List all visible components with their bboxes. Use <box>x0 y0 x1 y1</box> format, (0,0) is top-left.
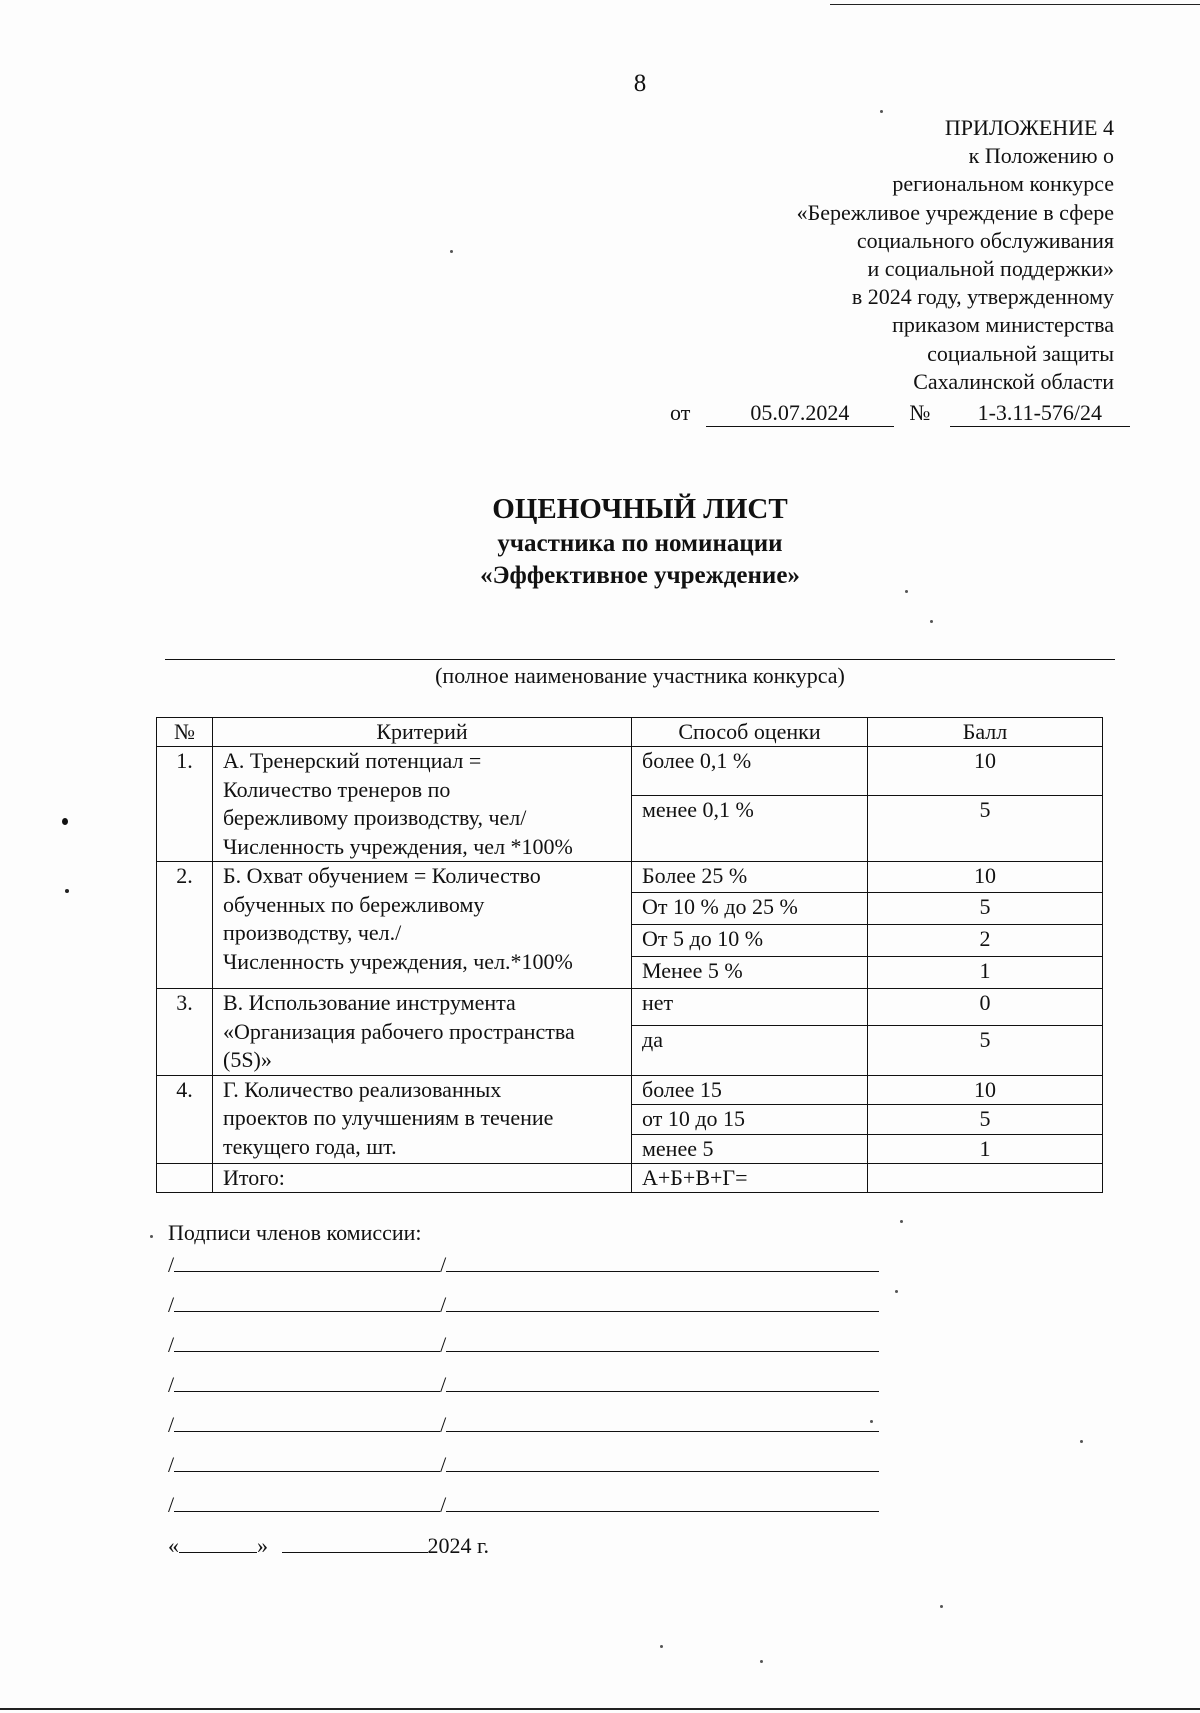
title-main: ОЦЕНОЧНЫЙ ЛИСТ <box>492 493 788 525</box>
scan-speck <box>895 1290 898 1293</box>
signatures-label: Подписи членов комиссии: <box>168 1220 422 1245</box>
header-criterion: Критерий <box>213 718 632 747</box>
order-number: 1-3.11-576/24 <box>950 400 1130 427</box>
table-row <box>157 747 1103 796</box>
criterion-line: Количество тренеров по <box>223 776 451 802</box>
slash: / <box>440 1452 447 1477</box>
row-number: 4. <box>157 1075 213 1163</box>
scan-edge-bottom <box>0 1708 1200 1710</box>
signing-date <box>168 1532 489 1559</box>
score-cell: 1 <box>868 1134 1103 1163</box>
scan-speck <box>450 250 453 253</box>
criterion-line: «Организация рабочего пространства <box>223 1018 575 1044</box>
scan-speck <box>905 590 908 593</box>
slash: / <box>440 1292 447 1317</box>
name-field[interactable] <box>446 1291 879 1312</box>
score-cell: 5 <box>868 1025 1103 1075</box>
slash: / <box>168 1372 175 1397</box>
scan-speck <box>62 818 68 825</box>
appendix-line: ПРИЛОЖЕНИЕ 4 <box>944 115 1114 140</box>
score-cell: 1 <box>868 957 1103 989</box>
header-score: Балл <box>868 718 1103 747</box>
signature-line[interactable] <box>168 1331 879 1359</box>
method-cell: менее 0,1 % <box>632 796 868 862</box>
score-cell: 10 <box>868 747 1103 796</box>
name-field[interactable] <box>446 1251 879 1272</box>
criterion-line: производству, чел./ <box>223 920 402 945</box>
criterion-cell <box>213 1075 632 1163</box>
appendix-line: к Положению о <box>968 143 1114 169</box>
appendix-line: «Бережливое учреждение в сфере <box>796 199 1114 225</box>
signature-line[interactable] <box>168 1371 879 1399</box>
title-subtitle: участника по номинации <box>497 530 783 557</box>
score-cell: 5 <box>868 796 1103 862</box>
method-cell: менее 5 <box>632 1134 868 1163</box>
scan-speck <box>65 889 69 893</box>
signature-line[interactable] <box>168 1491 879 1519</box>
scan-speck <box>880 110 883 113</box>
signature-field[interactable] <box>174 1411 440 1432</box>
scan-speck <box>900 1220 903 1223</box>
scan-speck <box>150 1235 153 1238</box>
table-row <box>157 989 1103 1026</box>
signature-line[interactable] <box>168 1411 879 1439</box>
signature-field[interactable] <box>174 1251 440 1272</box>
appendix-line: социального обслуживания <box>856 227 1114 253</box>
score-cell: 0 <box>868 989 1103 1026</box>
signature-field[interactable] <box>174 1291 440 1312</box>
year-label: 2024 г. <box>427 1533 490 1558</box>
appendix-header <box>797 114 1114 396</box>
criterion-line: Б. Охват обучением = Количество <box>223 863 541 888</box>
slash: / <box>168 1332 175 1357</box>
criterion-line: А. Тренерский потенциал = <box>223 748 482 773</box>
scan-speck <box>930 620 933 623</box>
criterion-line: проектов по улучшениям в течение <box>223 1105 554 1130</box>
name-field[interactable] <box>446 1371 879 1392</box>
total-formula: А+Б+В+Г= <box>632 1163 868 1192</box>
participant-caption: (полное наименование участника конкурса) <box>435 663 845 688</box>
close-quote: » <box>257 1533 268 1558</box>
signature-field[interactable] <box>174 1451 440 1472</box>
slash: / <box>440 1372 447 1397</box>
signature-field[interactable] <box>174 1331 440 1352</box>
participant-name-line <box>165 659 1115 660</box>
appendix-line: и социальной поддержки» <box>867 256 1114 282</box>
row-number: 1. <box>157 747 213 862</box>
score-cell: 5 <box>868 1104 1103 1134</box>
order-reference <box>670 400 1130 427</box>
signature-field[interactable] <box>174 1371 440 1392</box>
signature-field[interactable] <box>174 1491 440 1512</box>
score-cell: 10 <box>868 1075 1103 1104</box>
method-cell: Более 25 % <box>632 862 868 893</box>
table-header-row <box>157 718 1103 747</box>
method-cell: От 5 до 10 % <box>632 925 868 957</box>
criterion-line: Численность учреждения, чел.*100% <box>223 948 573 974</box>
title-nomination: «Эффективное учреждение» <box>480 562 800 589</box>
slash: / <box>168 1452 175 1477</box>
slash: / <box>440 1412 447 1437</box>
scan-edge-top <box>830 4 1200 5</box>
table-row <box>157 862 1103 893</box>
signature-line[interactable] <box>168 1451 879 1479</box>
page-number: 8 <box>633 70 647 97</box>
header-number: № <box>157 718 213 747</box>
number-label: № <box>909 400 931 425</box>
slash: / <box>168 1492 175 1517</box>
criterion-line: Численность учреждения, чел *100% <box>223 833 573 859</box>
table-total-row <box>157 1163 1103 1192</box>
month-field[interactable] <box>282 1532 428 1553</box>
slash: / <box>168 1292 175 1317</box>
scan-speck <box>1080 1440 1083 1443</box>
table-row <box>157 1075 1103 1104</box>
total-label: Итого: <box>213 1163 632 1192</box>
slash: / <box>440 1332 447 1357</box>
criterion-cell <box>213 747 632 862</box>
open-quote: « <box>168 1533 179 1558</box>
from-label: от <box>670 400 691 425</box>
score-cell: 10 <box>868 862 1103 893</box>
score-cell: 2 <box>868 925 1103 957</box>
method-cell: более 15 <box>632 1075 868 1104</box>
criterion-cell <box>213 862 632 989</box>
scan-speck <box>870 1420 873 1423</box>
criterion-line: Г. Количество реализованных <box>223 1076 502 1102</box>
scan-speck <box>760 1660 763 1663</box>
name-field[interactable] <box>446 1411 879 1432</box>
document-title <box>0 490 1200 592</box>
day-field[interactable] <box>179 1532 257 1553</box>
criterion-line: обученных по бережливому <box>223 891 485 917</box>
name-field[interactable] <box>446 1451 879 1472</box>
method-cell: более 0,1 % <box>632 747 868 796</box>
criterion-line: бережливому производству, чел/ <box>223 805 527 830</box>
row-number: 2. <box>157 862 213 989</box>
criterion-line: В. Использование инструмента <box>223 990 516 1015</box>
total-number-cell <box>157 1163 213 1192</box>
signature-line[interactable] <box>168 1291 879 1319</box>
criterion-cell <box>213 989 632 1076</box>
slash: / <box>168 1412 175 1437</box>
criterion-line: (5S)» <box>223 1047 272 1072</box>
header-method: Способ оценки <box>632 718 868 747</box>
appendix-line: социальной защиты <box>927 340 1114 366</box>
slash: / <box>440 1492 447 1517</box>
row-number: 3. <box>157 989 213 1076</box>
score-cell: 5 <box>868 893 1103 925</box>
method-cell: от 10 до 15 <box>632 1104 868 1134</box>
signature-line[interactable] <box>168 1251 879 1279</box>
name-field[interactable] <box>446 1491 879 1512</box>
appendix-line: региональном конкурсе <box>892 171 1114 197</box>
method-cell: да <box>632 1025 868 1075</box>
criterion-line: текущего года, шт. <box>223 1133 397 1159</box>
method-cell: нет <box>632 989 868 1026</box>
slash: / <box>168 1252 175 1277</box>
criteria-table <box>156 717 1103 1193</box>
slash: / <box>440 1252 447 1277</box>
order-date: 05.07.2024 <box>706 400 894 427</box>
appendix-line: Сахалинской области <box>913 368 1114 394</box>
appendix-line: приказом министерства <box>892 312 1114 338</box>
method-cell: От 10 % до 25 % <box>632 893 868 925</box>
name-field[interactable] <box>446 1331 879 1352</box>
scan-speck <box>660 1645 663 1648</box>
total-score[interactable] <box>868 1163 1103 1192</box>
method-cell: Менее 5 % <box>632 957 868 989</box>
scan-speck <box>940 1605 943 1608</box>
appendix-line: в 2024 году, утвержденному <box>851 284 1114 310</box>
